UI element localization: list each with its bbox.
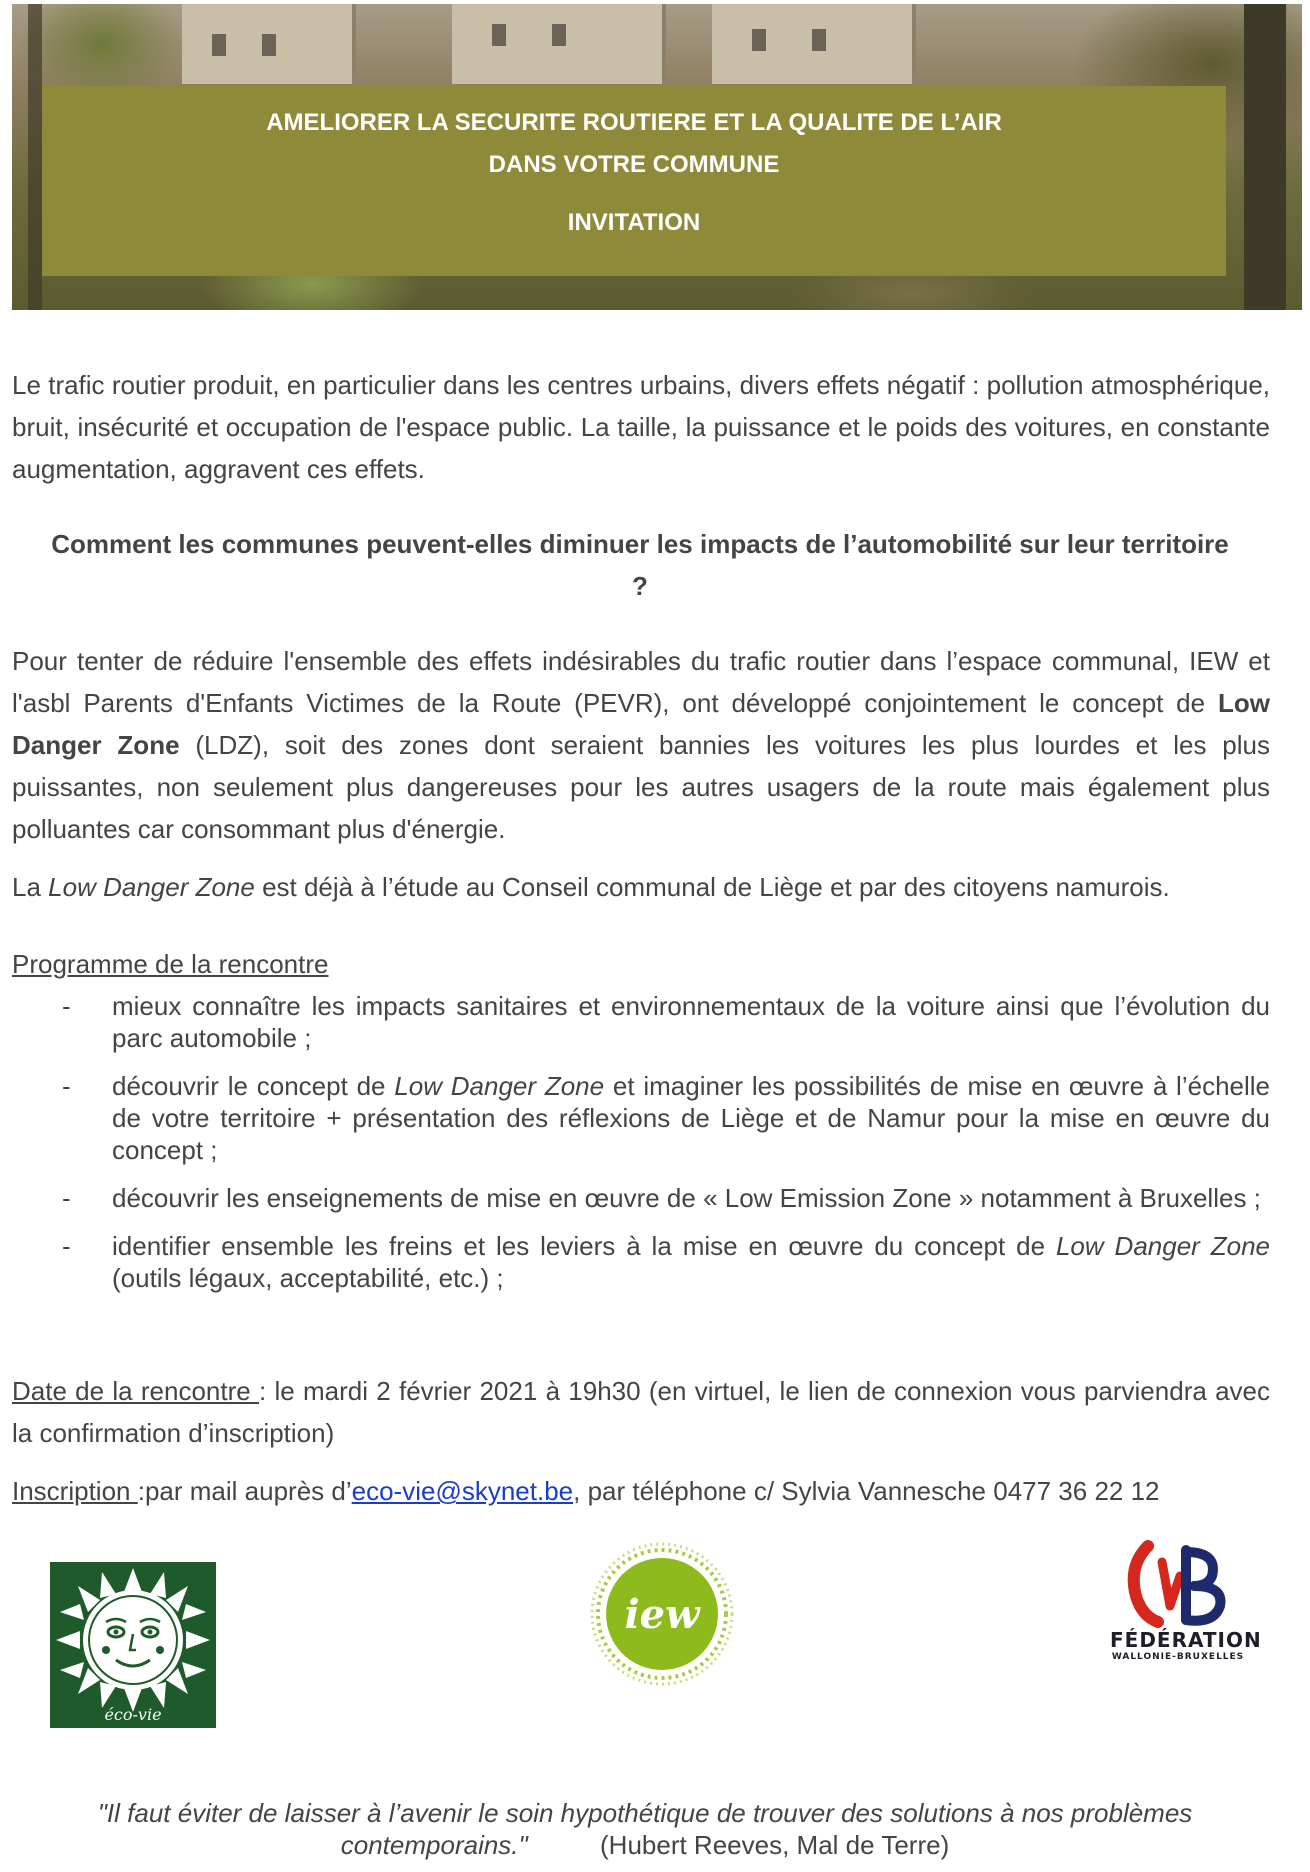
banner-window [492, 24, 506, 46]
concept-text-before: Pour tenter de réduire l'ensemble des effets indésirables du trafic routier dans l’espace communal, IEW et l'asbl Parents d'Enfants Victimes de la Route (PEVR), ont développé conjointement le concept de [12, 646, 1270, 718]
inscription-text-after: , par téléphone c/ Sylvia Vannesche 0477 36 22 12 [573, 1476, 1160, 1506]
study-ldz-italic: Low Danger Zone [48, 872, 255, 902]
inscription-label: Inscription [12, 1476, 138, 1506]
list-item-text: mieux connaître les impacts sanitaires et environnementaux de la voiture ainsi que l’évolution du parc automobile ; [112, 991, 1270, 1053]
closing-quote [40, 1797, 1250, 1861]
email-link[interactable]: eco-vie@skynet.be [351, 1476, 574, 1506]
ecovie-logo-label: éco-vie [104, 1705, 162, 1724]
list-item [12, 1070, 1270, 1166]
iew-logo-text: iew [624, 1591, 700, 1638]
programme-heading: Programme de la rencontre [12, 949, 329, 979]
iew-circle-icon [588, 1540, 736, 1688]
date-label: Date de la rencontre [12, 1376, 259, 1406]
bullet-dash: - [62, 1183, 71, 1213]
header-banner [12, 4, 1302, 310]
banner-window [552, 24, 566, 46]
list-item-text: identifier ensemble les freins et les leviers à la mise en œuvre du concept de [112, 1231, 1056, 1261]
banner-window [812, 29, 826, 51]
quote-text: "Il faut éviter de laisser à l’avenir le soin hypothétique de trouver des solutions à nos problèmes contemporains." [97, 1798, 1193, 1860]
banner-invitation: INVITATION [567, 209, 701, 236]
concept-ldz-bold: Low Danger Zone [12, 688, 1270, 760]
date-paragraph [12, 1370, 1270, 1454]
banner-tree-trunk [1244, 4, 1286, 310]
study-paragraph [12, 866, 1270, 908]
inscription-text-before: :par mail auprès d’ [137, 1476, 352, 1506]
bullet-dash: - [62, 1231, 71, 1261]
sun-face-icon [50, 1562, 216, 1728]
banner-title-line2: DANS VOTRE COMMUNE [488, 151, 780, 178]
concept-text-after: (LDZ), soit des zones dont seraient bannies les voitures les plus lourdes et les plus puissantes, non seulement plus dangereuses pour les autres usagers de la route mais également plus polluantes car consommant plus d'énergie. [12, 730, 1270, 844]
bullet-dash: - [62, 991, 71, 1021]
study-text-after: est déjà à l’étude au Conseil communal de Liège et par des citoyens namurois. [254, 872, 1170, 902]
inscription-paragraph [12, 1470, 1270, 1512]
banner-title-box [42, 86, 1226, 276]
iew-logo [588, 1540, 736, 1688]
list-item [12, 990, 1270, 1054]
date-text: : le mardi 2 février 2021 à 19h30 (en virtuel, le lien de connexion vous parviendra avec la confirmation d’inscription) [12, 1376, 1270, 1448]
fwb-logo-line1: FÉDÉRATION [1110, 1628, 1262, 1652]
fwb-wb-icon [1108, 1536, 1248, 1636]
programme-list [12, 990, 1270, 1310]
list-item [12, 1230, 1270, 1294]
quote-source: (Hubert Reeves, Mal de Terre) [600, 1830, 950, 1860]
concept-paragraph [12, 640, 1270, 850]
list-item-text-after: (outils légaux, acceptabilité, etc.) ; [112, 1263, 504, 1293]
intro-paragraph: Le trafic routier produit, en particulier dans les centres urbains, divers effets négatif : pollution atmosphérique, bruit, insécurité et occupation de l'espace public. La taille, la puissance et le poids des voitures, en constante augmentation, aggravent ces effets. [12, 370, 1270, 484]
list-item-text-after: et imaginer les possibilités de mise en œuvre à l’échelle de votre territoire + présentation des réflexions de Liège et de Namur pour la mise en œuvre du concept ; [112, 1071, 1271, 1165]
list-item-text: découvrir les enseignements de mise en œuvre de « Low Emission Zone » notamment à Bruxelles ; [112, 1183, 1261, 1213]
banner-title-line1: AMELIORER LA SECURITE ROUTIERE ET LA QUALITE DE L’AIR [266, 109, 1002, 136]
list-item [12, 1182, 1270, 1214]
question-heading: Comment les communes peuvent-elles diminuer les impacts de l’automobilité sur leur territoire ? [51, 529, 1229, 601]
banner-window [262, 34, 276, 56]
banner-window [212, 34, 226, 56]
fwb-logo-line2: WALLONIE-BRUXELLES [1111, 1652, 1245, 1662]
list-item-italic: Low Danger Zone [394, 1071, 605, 1101]
ecovie-logo [50, 1562, 216, 1728]
bullet-dash: - [62, 1071, 71, 1101]
study-text-before: La [12, 872, 49, 902]
banner-window [752, 29, 766, 51]
banner-tree-trunk [28, 4, 42, 310]
list-item-text: découvrir le concept de [112, 1071, 395, 1101]
list-item-italic: Low Danger Zone [1055, 1231, 1270, 1261]
